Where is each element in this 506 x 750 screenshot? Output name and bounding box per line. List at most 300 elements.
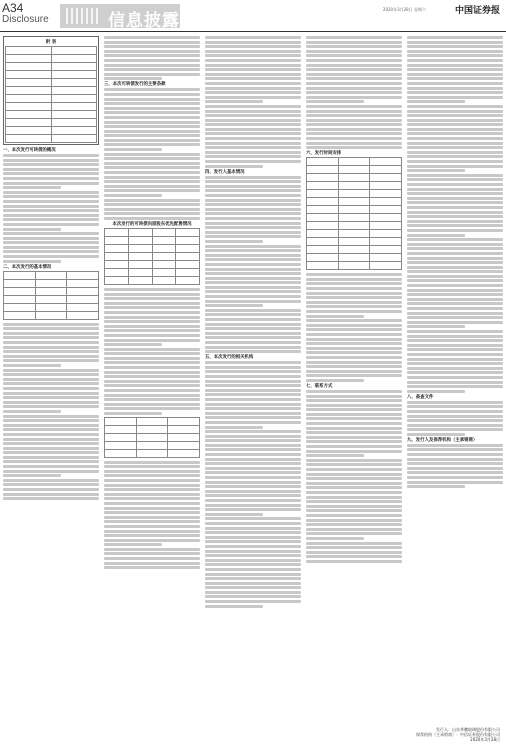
text-line bbox=[104, 479, 200, 482]
table-cell bbox=[136, 425, 168, 433]
table-cell bbox=[307, 238, 339, 246]
text-line bbox=[104, 348, 200, 351]
text-line bbox=[407, 165, 503, 168]
table-cell bbox=[51, 47, 97, 55]
text-line bbox=[306, 338, 402, 341]
table-cell bbox=[6, 103, 52, 111]
text-line bbox=[407, 266, 503, 269]
text-line bbox=[306, 477, 402, 480]
table-cell bbox=[67, 287, 99, 295]
table-row bbox=[105, 449, 200, 457]
box-title: 附 表 bbox=[45, 40, 57, 45]
text-line bbox=[205, 87, 301, 90]
text-line bbox=[3, 241, 99, 244]
text-line bbox=[306, 532, 402, 535]
text-line bbox=[104, 306, 200, 309]
text-line bbox=[3, 396, 99, 399]
col1-heading-2: 二、本次发行的基本情况 bbox=[3, 264, 52, 270]
table-cell bbox=[128, 236, 152, 244]
table-cell bbox=[152, 260, 176, 268]
text-line bbox=[407, 169, 465, 172]
text-line bbox=[104, 484, 200, 487]
text-line bbox=[205, 554, 301, 557]
text-line bbox=[3, 260, 61, 263]
table-cell bbox=[67, 295, 99, 303]
text-line bbox=[407, 257, 503, 260]
text-line bbox=[407, 252, 503, 255]
text-line bbox=[407, 247, 503, 250]
text-line bbox=[104, 73, 200, 76]
text-line bbox=[104, 502, 200, 505]
text-line bbox=[407, 381, 503, 384]
table-cell bbox=[370, 246, 402, 254]
text-line bbox=[104, 493, 200, 496]
text-line bbox=[3, 442, 99, 445]
table-cell bbox=[176, 276, 200, 284]
text-line bbox=[205, 132, 301, 135]
table-cell bbox=[105, 433, 137, 441]
text-line bbox=[205, 142, 301, 145]
text-line bbox=[3, 172, 99, 175]
text-line bbox=[205, 458, 301, 461]
text-line bbox=[407, 371, 503, 374]
text-line bbox=[306, 87, 402, 90]
text-line bbox=[306, 50, 402, 53]
text-line bbox=[407, 405, 503, 408]
text-line bbox=[205, 499, 301, 502]
text-line bbox=[205, 226, 301, 229]
text-line bbox=[3, 182, 99, 185]
text-line bbox=[104, 171, 200, 174]
table-cell bbox=[168, 441, 200, 449]
text-line bbox=[205, 412, 301, 415]
table-cell bbox=[338, 174, 370, 182]
text-line bbox=[104, 64, 200, 67]
text-line bbox=[205, 430, 301, 433]
text-line bbox=[205, 370, 301, 373]
text-line bbox=[104, 389, 200, 392]
text-line bbox=[104, 380, 200, 383]
text-line bbox=[3, 369, 99, 372]
text-line bbox=[205, 50, 301, 53]
text-line bbox=[306, 310, 402, 313]
text-line bbox=[104, 352, 200, 355]
table-cell bbox=[370, 206, 402, 214]
text-line bbox=[306, 528, 402, 531]
text-line bbox=[205, 91, 301, 94]
table-cell bbox=[338, 230, 370, 238]
text-line bbox=[407, 348, 503, 351]
text-line bbox=[3, 493, 99, 496]
text-line bbox=[407, 197, 503, 200]
table-row bbox=[6, 135, 97, 143]
text-line bbox=[407, 73, 503, 76]
text-line bbox=[104, 59, 200, 62]
table-row bbox=[307, 190, 402, 198]
table-row bbox=[105, 433, 200, 441]
table-cell bbox=[105, 441, 137, 449]
table-cell bbox=[338, 198, 370, 206]
text-line bbox=[205, 222, 301, 225]
table-cell bbox=[338, 166, 370, 174]
page-header bbox=[0, 0, 506, 34]
text-line bbox=[407, 114, 503, 117]
column-2 bbox=[104, 36, 200, 571]
text-line bbox=[104, 525, 200, 528]
text-line bbox=[205, 384, 301, 387]
table-cell bbox=[307, 198, 339, 206]
text-line bbox=[104, 497, 200, 500]
text-line bbox=[407, 453, 503, 456]
text-line bbox=[407, 220, 503, 223]
text-line bbox=[306, 537, 364, 540]
text-line bbox=[104, 511, 200, 514]
text-line bbox=[407, 229, 503, 232]
text-line bbox=[104, 465, 200, 468]
text-line bbox=[306, 105, 402, 108]
text-line bbox=[407, 146, 503, 149]
table-cell bbox=[105, 276, 129, 284]
table-cell bbox=[105, 252, 129, 260]
text-line bbox=[306, 374, 402, 377]
table-cell bbox=[35, 295, 67, 303]
table-cell bbox=[51, 95, 97, 103]
text-line bbox=[407, 45, 503, 48]
table-row bbox=[4, 311, 99, 319]
text-line bbox=[306, 445, 402, 448]
text-line bbox=[3, 154, 99, 157]
text-line bbox=[104, 68, 200, 71]
text-line bbox=[407, 385, 503, 388]
text-line bbox=[306, 301, 402, 304]
text-line bbox=[205, 504, 301, 507]
text-line bbox=[407, 410, 503, 413]
text-line bbox=[205, 462, 301, 465]
table-row bbox=[6, 103, 97, 111]
text-line bbox=[104, 148, 162, 151]
text-line bbox=[104, 88, 200, 91]
table-cell bbox=[370, 174, 402, 182]
text-line bbox=[104, 77, 162, 80]
text-line bbox=[205, 341, 301, 344]
text-line bbox=[104, 288, 200, 291]
table-row bbox=[6, 79, 97, 87]
text-line bbox=[205, 573, 301, 576]
text-line bbox=[306, 315, 364, 318]
text-line bbox=[407, 444, 503, 447]
text-line bbox=[104, 297, 200, 300]
text-line bbox=[407, 289, 503, 292]
text-line bbox=[205, 605, 263, 608]
table-cell bbox=[67, 303, 99, 311]
text-line bbox=[306, 114, 402, 117]
table-cell bbox=[35, 303, 67, 311]
text-line bbox=[104, 534, 200, 537]
text-line bbox=[407, 132, 503, 135]
text-line bbox=[3, 456, 99, 459]
text-line bbox=[306, 41, 402, 44]
text-line bbox=[205, 185, 301, 188]
text-line bbox=[205, 453, 301, 456]
table-row bbox=[307, 238, 402, 246]
text-line bbox=[205, 531, 301, 534]
text-line bbox=[104, 176, 200, 179]
table-row bbox=[6, 95, 97, 103]
section-en: Disclosure bbox=[2, 14, 49, 25]
text-line bbox=[104, 116, 200, 119]
column-3 bbox=[205, 36, 301, 609]
text-line bbox=[407, 137, 503, 140]
text-line bbox=[3, 355, 99, 358]
text-line bbox=[407, 362, 503, 365]
text-line bbox=[205, 189, 301, 192]
table-cell bbox=[370, 198, 402, 206]
table-cell bbox=[307, 174, 339, 182]
text-line bbox=[205, 522, 301, 525]
text-line bbox=[306, 546, 402, 549]
text-line bbox=[205, 203, 301, 206]
text-line bbox=[104, 130, 200, 133]
text-line bbox=[3, 465, 99, 468]
text-line bbox=[407, 458, 503, 461]
text-line bbox=[205, 380, 301, 383]
text-line bbox=[407, 128, 503, 131]
table-row bbox=[105, 228, 200, 236]
text-line bbox=[205, 77, 301, 80]
text-line bbox=[205, 165, 263, 168]
text-line bbox=[3, 200, 99, 203]
col4-heading-1: 六、发行时间安排 bbox=[306, 151, 342, 157]
text-line bbox=[3, 223, 99, 226]
text-line bbox=[407, 485, 465, 488]
text-line bbox=[3, 419, 99, 422]
table-cell bbox=[51, 79, 97, 87]
text-line bbox=[104, 320, 200, 323]
text-line bbox=[104, 199, 200, 202]
text-line bbox=[104, 562, 200, 565]
text-line bbox=[104, 552, 200, 555]
text-line bbox=[104, 530, 200, 533]
text-line bbox=[407, 82, 503, 85]
table-cell bbox=[168, 433, 200, 441]
table-row bbox=[307, 206, 402, 214]
text-line bbox=[3, 332, 99, 335]
text-line bbox=[205, 476, 301, 479]
table-cell bbox=[105, 268, 129, 276]
col3-heading-2: 五、本次发行的相关机构 bbox=[205, 355, 254, 361]
text-line bbox=[306, 351, 402, 354]
table-cell bbox=[152, 268, 176, 276]
text-line bbox=[205, 110, 301, 113]
text-line bbox=[205, 350, 301, 353]
text-line bbox=[306, 91, 402, 94]
table-cell bbox=[176, 228, 200, 236]
col2-table-caption: 本次发行的可转债向原股东优先配售情况 bbox=[112, 221, 192, 227]
text-line bbox=[306, 399, 402, 402]
text-line bbox=[407, 64, 503, 67]
table-cell bbox=[105, 236, 129, 244]
text-line bbox=[306, 119, 402, 122]
table-cell bbox=[152, 244, 176, 252]
text-line bbox=[407, 307, 503, 310]
table-cell bbox=[152, 252, 176, 260]
text-line bbox=[205, 366, 301, 369]
text-line bbox=[407, 390, 465, 393]
table-row bbox=[4, 271, 99, 279]
table-cell bbox=[51, 135, 97, 143]
text-line bbox=[407, 119, 503, 122]
text-line bbox=[205, 471, 301, 474]
table-cell bbox=[338, 214, 370, 222]
text-line bbox=[407, 358, 503, 361]
text-line bbox=[3, 392, 99, 395]
text-line bbox=[205, 123, 301, 126]
text-line bbox=[407, 211, 503, 214]
text-line bbox=[205, 254, 301, 257]
text-line bbox=[407, 91, 503, 94]
table-cell bbox=[128, 276, 152, 284]
text-line bbox=[306, 379, 364, 382]
text-line bbox=[205, 332, 301, 335]
table-cell bbox=[6, 47, 52, 55]
table-row bbox=[4, 279, 99, 287]
table-cell bbox=[307, 230, 339, 238]
text-line bbox=[407, 367, 503, 370]
table-row bbox=[105, 268, 200, 276]
text-line bbox=[306, 77, 402, 80]
text-line bbox=[306, 514, 402, 517]
text-line bbox=[104, 153, 200, 156]
text-line bbox=[306, 519, 402, 522]
table-cell bbox=[168, 417, 200, 425]
table-cell bbox=[6, 127, 52, 135]
text-line bbox=[407, 353, 503, 356]
text-line bbox=[104, 375, 200, 378]
text-line bbox=[205, 176, 301, 179]
text-line bbox=[104, 143, 200, 146]
text-line bbox=[104, 189, 200, 192]
table-row bbox=[105, 252, 200, 260]
text-line bbox=[104, 36, 200, 39]
text-line bbox=[3, 205, 99, 208]
text-line bbox=[205, 263, 301, 266]
text-line bbox=[205, 407, 301, 410]
text-line bbox=[205, 128, 301, 131]
text-line bbox=[205, 536, 301, 539]
text-line bbox=[407, 339, 503, 342]
text-line bbox=[205, 295, 301, 298]
text-line bbox=[407, 160, 503, 163]
table-cell bbox=[35, 287, 67, 295]
summary-table bbox=[5, 46, 97, 143]
text-line bbox=[205, 435, 301, 438]
table-cell bbox=[338, 190, 370, 198]
table-cell bbox=[35, 311, 67, 319]
text-line bbox=[104, 203, 200, 206]
text-line bbox=[407, 462, 503, 465]
text-line bbox=[205, 272, 301, 275]
table-row bbox=[105, 425, 200, 433]
text-line bbox=[306, 36, 402, 39]
text-line bbox=[407, 123, 503, 126]
text-line bbox=[407, 36, 503, 39]
issuer-name: 发行人：山东华鹏玻璃股份有限公司 bbox=[436, 727, 500, 732]
table-cell bbox=[6, 95, 52, 103]
table-cell bbox=[176, 236, 200, 244]
text-line bbox=[306, 356, 402, 359]
text-line bbox=[306, 370, 402, 373]
table-cell bbox=[176, 252, 200, 260]
table-cell bbox=[4, 303, 36, 311]
table-cell bbox=[6, 87, 52, 95]
text-line bbox=[205, 64, 301, 67]
text-line bbox=[3, 382, 99, 385]
text-line bbox=[306, 110, 402, 113]
text-line bbox=[407, 178, 503, 181]
text-line bbox=[407, 261, 503, 264]
text-line bbox=[205, 160, 301, 163]
table-row bbox=[307, 174, 402, 182]
text-line bbox=[3, 163, 99, 166]
text-line bbox=[104, 166, 200, 169]
text-line bbox=[3, 195, 99, 198]
text-line bbox=[407, 335, 503, 338]
text-line bbox=[205, 336, 301, 339]
text-line bbox=[306, 365, 402, 368]
table-row bbox=[6, 47, 97, 55]
text-line bbox=[205, 313, 301, 316]
allotment-table bbox=[104, 228, 200, 285]
text-line bbox=[306, 100, 364, 103]
text-line bbox=[407, 428, 503, 431]
column-4 bbox=[306, 36, 402, 564]
table-row bbox=[307, 158, 402, 166]
text-line bbox=[205, 403, 301, 406]
table-cell bbox=[128, 244, 152, 252]
text-line bbox=[205, 240, 263, 243]
text-line bbox=[306, 292, 402, 295]
text-line bbox=[306, 431, 402, 434]
text-line bbox=[104, 54, 200, 57]
text-line bbox=[205, 258, 301, 261]
text-line bbox=[407, 215, 503, 218]
text-line bbox=[205, 490, 301, 493]
text-line bbox=[3, 255, 99, 258]
text-line bbox=[205, 389, 301, 392]
text-line bbox=[306, 328, 402, 331]
table-cell bbox=[176, 268, 200, 276]
text-line bbox=[3, 191, 99, 194]
text-line bbox=[104, 111, 200, 114]
text-line bbox=[407, 293, 503, 296]
table-cell bbox=[370, 182, 402, 190]
text-line bbox=[104, 407, 200, 410]
text-line bbox=[306, 54, 402, 57]
text-line bbox=[205, 318, 301, 321]
table-row bbox=[105, 441, 200, 449]
text-line bbox=[205, 448, 301, 451]
table-cell bbox=[67, 311, 99, 319]
text-line bbox=[104, 139, 200, 142]
text-line bbox=[3, 336, 99, 339]
text-line bbox=[104, 507, 200, 510]
text-line bbox=[205, 59, 301, 62]
text-line bbox=[205, 155, 301, 158]
text-line bbox=[3, 177, 99, 180]
text-line bbox=[407, 298, 503, 301]
text-line bbox=[3, 479, 99, 482]
table-cell bbox=[307, 182, 339, 190]
